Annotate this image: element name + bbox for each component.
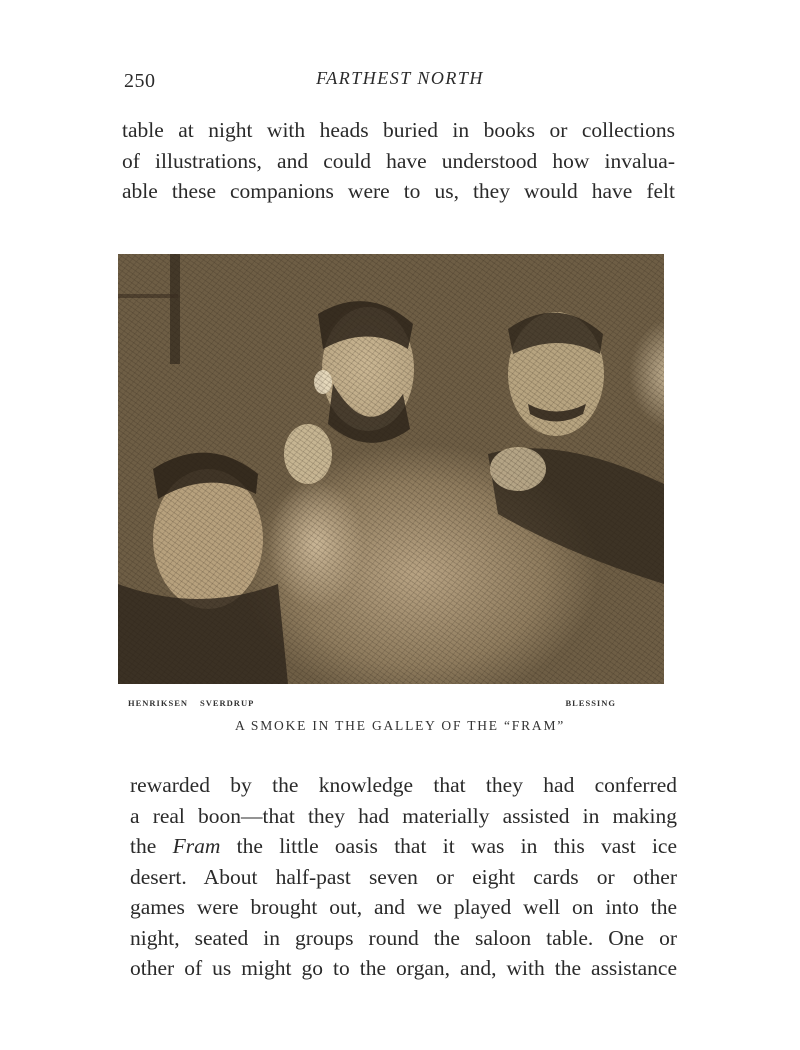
text-line: desert. About half-past seven or eight cards or other [130,864,677,889]
engraving-figures [118,254,664,684]
text-fragment: the little oasis that it was in this vast ice [236,834,678,858]
figure-image [118,254,664,684]
text-line: games were brought out, and we played well on into the [130,895,677,919]
text-line: rewarded by the knowledge that they had conferred [130,773,677,797]
text-line: able these companions were to us, they would have felt [122,179,675,203]
text-line: night, seated in groups round the saloon table. One or [130,925,677,950]
figure-label-blessing: BLESSING [565,698,616,708]
italic-ship-name: Fram [172,834,221,858]
text-line: of illustrations, and could have understood how invalua- [122,148,675,173]
figure-caption: A SMOKE IN THE GALLEY OF THE “FRAM” [234,718,566,733]
text-fragment: the [130,834,157,858]
page-number: 250 [124,70,156,92]
bottom-paragraph [130,770,677,984]
figure-label-henriksen: HENRIKSEN [128,698,189,708]
text-line: a real boon—that they had materially assisted in making [130,803,677,828]
text-line: table at night with heads buried in books or collections [122,118,675,142]
text-line: other of us might go to the organ, and, with the assistance [130,956,677,980]
top-paragraph [122,115,675,207]
running-head: FARTHEST NORTH [316,68,484,88]
text-line-with-italic [130,831,677,862]
figure-label-sverdrup: SVERDRUP [200,698,255,708]
